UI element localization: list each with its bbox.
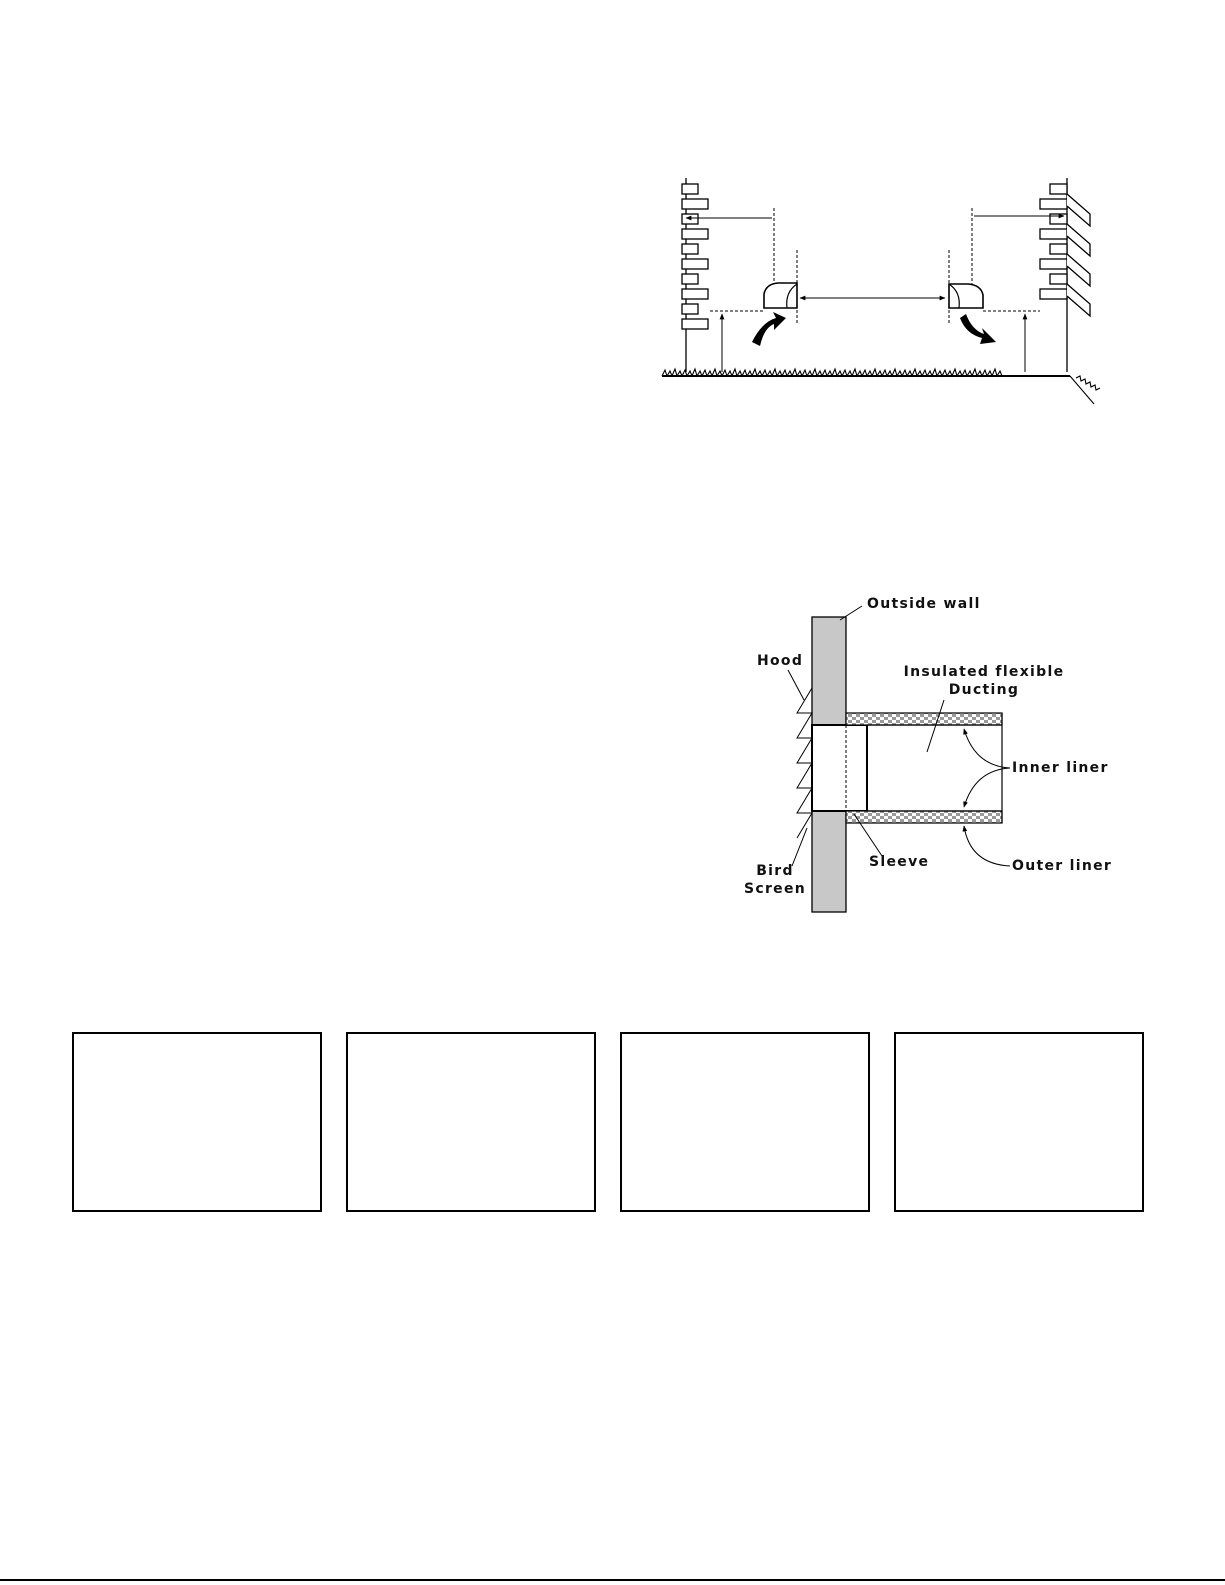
- sleeve: [812, 725, 867, 811]
- inner-liner-label: Inner liner: [1012, 760, 1109, 776]
- placeholder-box-1: [72, 1032, 322, 1212]
- insulated-ducting-label-line1: Insulated flexible: [903, 664, 1065, 680]
- placeholder-box-2: [346, 1032, 596, 1212]
- hood-label: Hood: [757, 653, 804, 669]
- sleeve-label: Sleeve: [869, 854, 930, 870]
- insulated-ducting-label-line2: Ducting: [948, 682, 1020, 698]
- bird-screen-label-line2: Screen: [743, 881, 807, 897]
- hood-louvers: [797, 688, 812, 838]
- outside-wall: [812, 617, 846, 912]
- outer-liner-label: Outer liner: [1012, 858, 1113, 874]
- outside-wall-label: Outside wall: [867, 596, 981, 612]
- bird-screen-label-line1: Bird: [756, 863, 794, 879]
- insulated-flexible-ducting: [846, 713, 1002, 823]
- footer-rule: [0, 1579, 1225, 1581]
- placeholder-box-4: [894, 1032, 1144, 1212]
- placeholder-box-3: [620, 1032, 870, 1212]
